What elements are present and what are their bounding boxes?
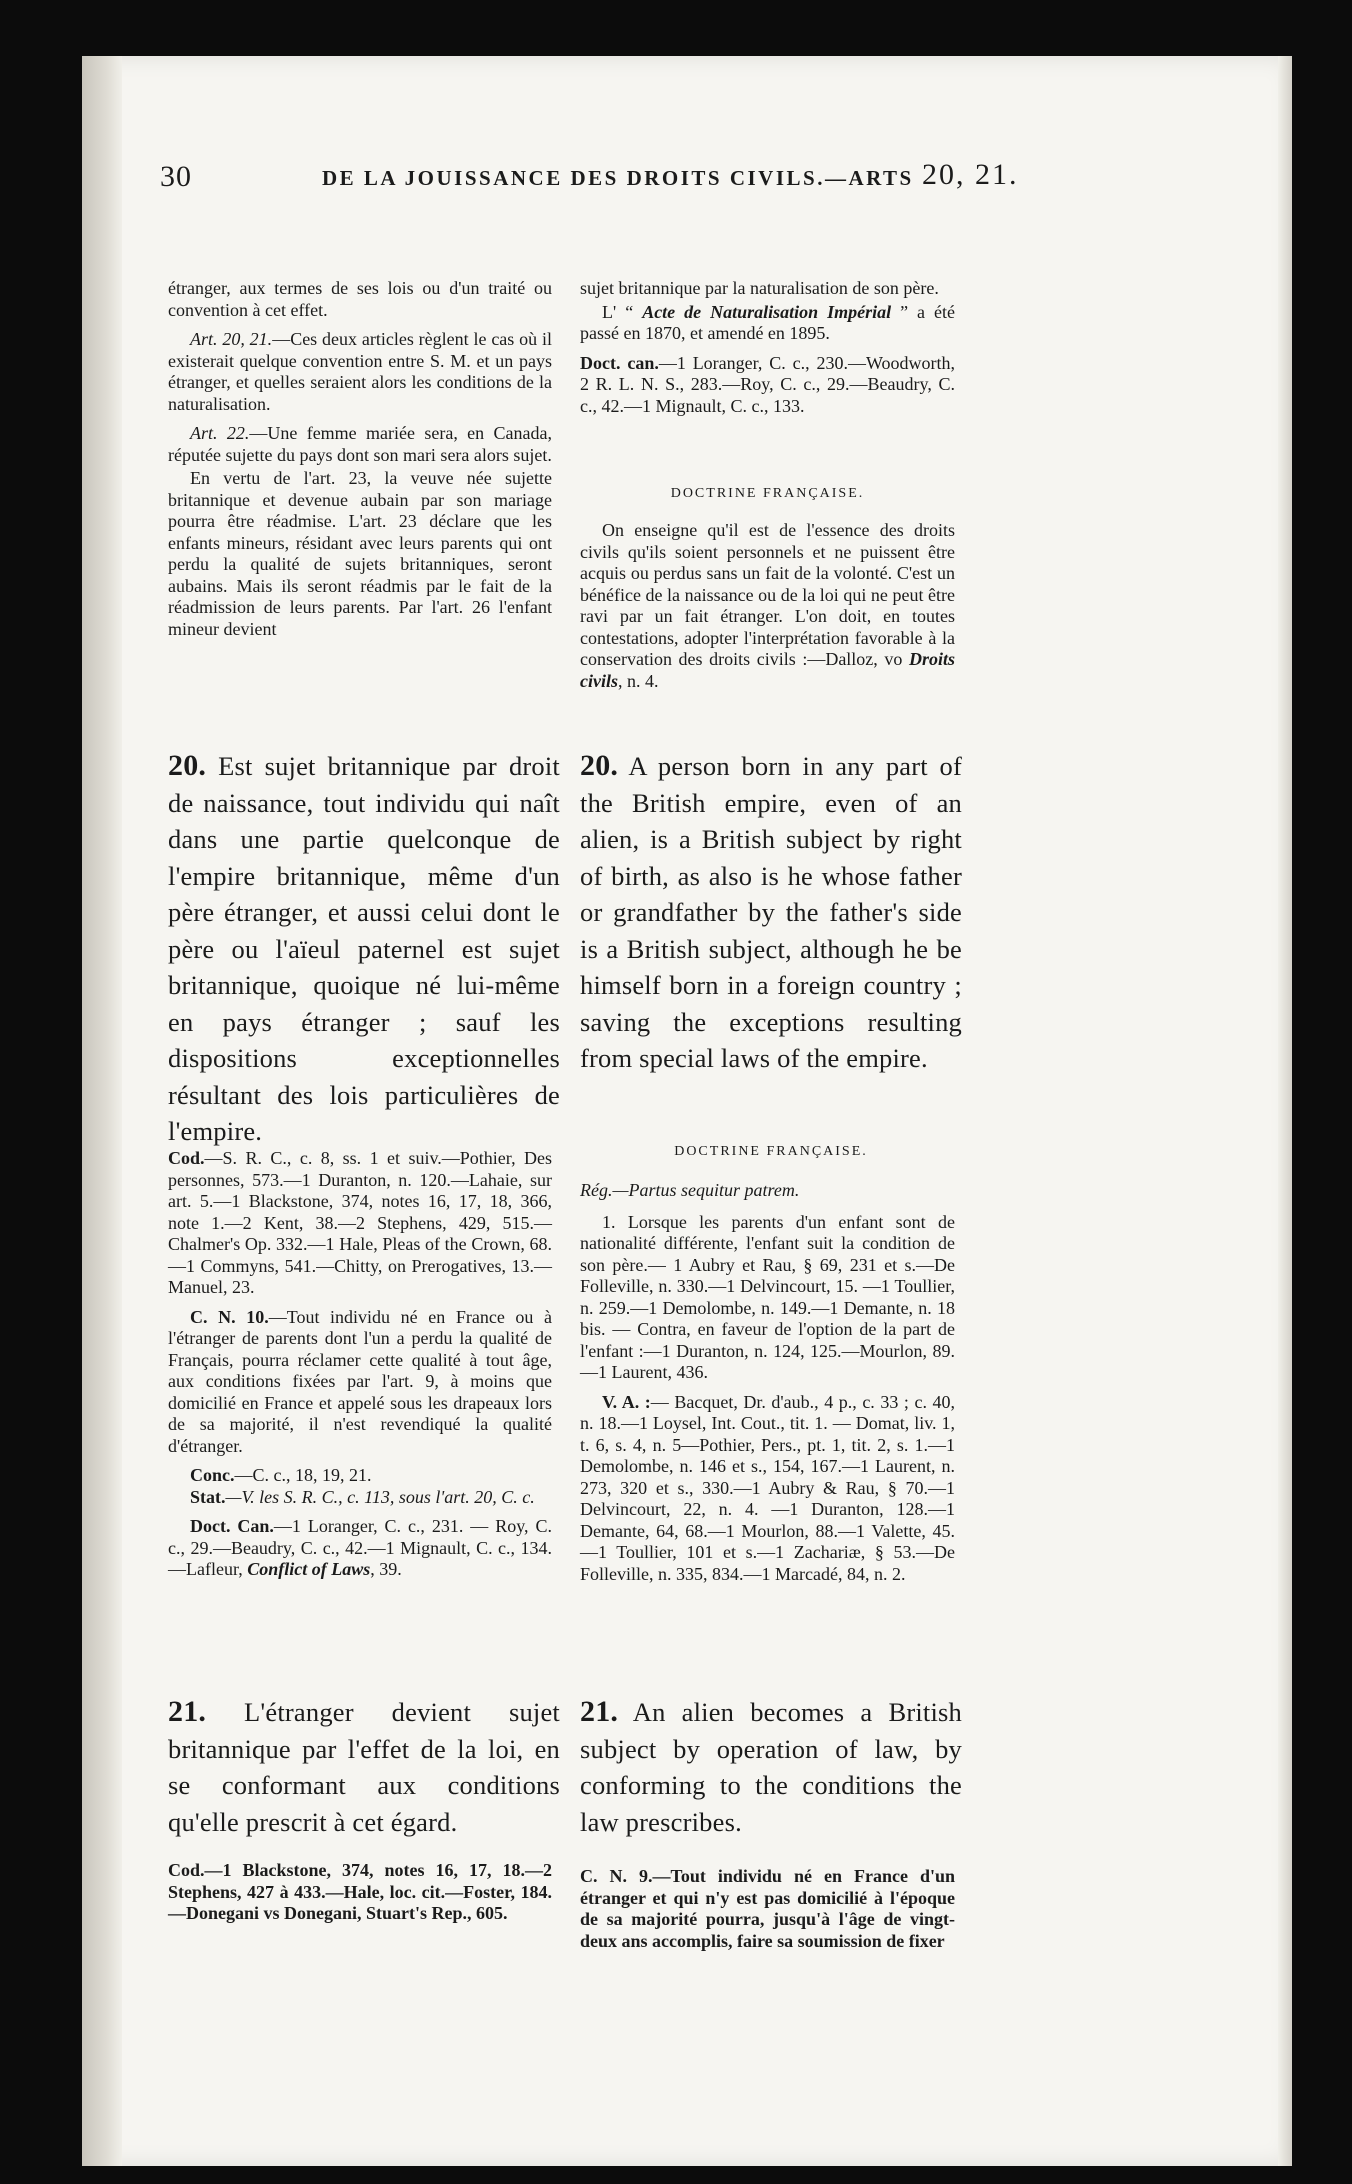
commentary-continuation: sujet britannique par la naturalisation de son père. xyxy=(580,278,939,298)
article-21-english xyxy=(580,1694,962,1840)
ref-label: Conc. xyxy=(190,1465,235,1485)
ref-text: —Tout individu né en France ou à l'étranger de parents dont l'un a perdu la qualité de Français, pourra réclamer cette qualité à tout âge, aux conditions fixées par l'art. 9, à moins que domicilié en France et appelé sous les drapeaux lors de sa majorité, il n'est revendiqué la qualité d'étranger. xyxy=(168,1306,552,1456)
doct-can-references xyxy=(580,353,955,418)
article-number: 21. xyxy=(580,1695,619,1728)
commentary-continuation: étranger, aux termes de ses lois ou d'un traité ou convention à cet effet. xyxy=(168,278,552,320)
ref-text: — Bacquet, Dr. d'aub., 4 p., c. 33 ; c. 40, n. 18.—1 Loysel, Int. Cout., tit. 1. — Domat, liv. 1, t. 6, s. 4, n. 5—Pothier, Pers., pt. 1, tit. 2, s. 1.—1 Demolombe, n. 146 et s., 154, 167.—1 Laurent, n. 273, 320 et s., 330.—1 Aubry & Rau, § 70.—1 Delvincourt, 22, n. 4. —1 Duranton, 128.—1 Demante, 64, 68.—1 Mourlon, 88.—1 Valette, 45.—1 Toullier, 101 et s.—1 Zachariæ, § 53.—De Folleville, n. 335, 834.—1 Marcadé, 84, n. 2. xyxy=(580,1391,956,1584)
article-text: A person born in any part of the British empire, even of an alien, is a British subject by right of birth, as also is he whose father or grandfather by the father's side is a British subject, although he be himself born in a foreign country ; saving the exceptions resulting from special laws of the empire. xyxy=(580,751,962,1073)
quote-open: L' “ xyxy=(602,301,643,322)
ref-label: Stat. xyxy=(190,1486,226,1507)
commentary-art-23: En vertu de l'art. 23, la veuve née sujette britannique et devenue aubain par son mariage pourra être réadmise. L'art. 23 déclare que les enfants mineurs, résidant avec leurs parents qui ont perdu la qualité de sujets britanniques, seront aubains. Mais ils seront réadmis par le fait de la réadmission de leurs parents. Par l'art. 26 l'enfant mineur devient xyxy=(168,468,552,639)
doct-can-references xyxy=(168,1516,552,1581)
art-text: —Une femme mariée sera, en Canada, réputée sujette du pays dont son mari sera alors sujet. xyxy=(168,423,552,465)
running-head-title: DE LA JOUISSANCE DES DROITS CIVILS.—ARTS xyxy=(322,166,914,190)
doctrine-francaise-heading: DOCTRINE FRANÇAISE. xyxy=(670,486,865,501)
article-text: Est sujet britannique par droit de naissance, tout individu qui naît dans une partie quelconque de l'empire britannique, même d'un père étranger, et aussi celui dont le père ou l'aïeul paternel est sujet britannique, quoique né lui-même en pays étranger ; sauf les dispositions exceptionnelles résultant des lois particulières de l'empire. xyxy=(168,751,560,1146)
ref-end: , 39. xyxy=(370,1559,402,1579)
article-20-english xyxy=(580,748,962,1077)
act-title: Acte de Naturalisation Impérial xyxy=(642,301,892,322)
page-right-edge xyxy=(1278,56,1292,2166)
commentary-art-22 xyxy=(168,423,552,466)
art-text: —Ces deux articles règlent le cas où il existerait quelque convention entre S. M. et un pays étranger, et quelles seraient alors les conditions de la naturalisation. xyxy=(168,329,552,414)
statutes xyxy=(168,1487,552,1509)
doctrine-point-1: 1. Lorsque les parents d'un enfant sont de nationalité différente, l'enfant suit la condition de son père.— 1 Aubry et Rau, § 69, 231 et s.—De Folleville, n. 330.—1 Delvincourt, 15. —1 Toullier, n. 259.—1 Demolombe, n. 149.—1 Demante, n. 18 bis. — Contra, en faveur de l'option de la part de l'enfant :—1 Duranton, n. 124, 125.—Mourlon, 89.—1 Laurent, 436. xyxy=(580,1211,955,1382)
ref-label: V. A. : xyxy=(602,1391,651,1412)
regula: Rég.—Partus sequitur patrem. xyxy=(580,1180,800,1200)
ref-label: C. N. 9. xyxy=(580,1866,653,1886)
cod-references xyxy=(168,1148,552,1299)
ref-text: —1 Loranger, C. c., 230.—Woodworth, 2 R. L. N. S., 283.—Roy, C. c., 29.—Beaudry, C. c., 42.—1 Mignault, C. c., 133. xyxy=(580,352,956,416)
ref-text: —C. c., 18, 19, 21. xyxy=(234,1465,372,1485)
ref-label: Doct. Can. xyxy=(190,1516,274,1536)
ref-text: —V. les S. R. C., c. 113, sous l'art. 20, C. c. xyxy=(225,1486,535,1507)
right-top-commentary xyxy=(580,278,955,425)
ref-label: Doct. can. xyxy=(580,352,659,373)
art-label: Art. 20, 21. xyxy=(190,329,273,349)
left-mid-references xyxy=(168,1148,552,1589)
page-binding-edge xyxy=(82,56,122,2166)
left-top-commentary xyxy=(168,278,552,648)
left-bottom-references xyxy=(168,1860,552,1933)
commentary-naturalisation-act xyxy=(580,302,955,345)
article-20-french xyxy=(168,748,560,1150)
ref-title: Conflict of Laws xyxy=(247,1559,371,1579)
doctrine-ref-end: , n. 4. xyxy=(618,670,659,691)
doctrine-paragraph xyxy=(580,520,955,700)
article-number: 21. xyxy=(168,1695,207,1728)
page-number: 30 xyxy=(160,160,192,193)
cod-references xyxy=(168,1860,552,1925)
right-bottom-references xyxy=(580,1866,955,1960)
ref-text: —S. R. C., c. 8, ss. 1 et suiv.—Pothier, Des personnes, 573.—1 Duranton, n. 120.—Lahaie, sur art. 5.—1 Blackstone, 374, notes 16, 17, 18, 366, note 1.—2 Kent, 38.—2 Stephens, 429, 515.—Chalmer's Op. 332.—1 Hale, Pleas of the Crown, 68.—1 Commyns, 541.—Chitty, on Prerogatives, 13.—Manuel, 23. xyxy=(168,1148,552,1297)
ref-label: Cod. xyxy=(168,1860,205,1880)
ref-text: —Tout individu né en France d'un étranger et qui n'y est pas domicilié à l'époque de sa majorité pourra, jusqu'à l'âge de vingt-deux ans accomplis, faire sa soumission de fixer xyxy=(580,1866,955,1951)
doctrine-text xyxy=(580,520,955,692)
article-number: 20. xyxy=(580,749,619,782)
act-text: ” a été passé en 1870, et amendé en 1895. xyxy=(580,301,956,343)
article-text: L'étranger devient sujet britannique par l'effet de la loi, en se conformant aux conditions qu'elle prescrit à cet égard. xyxy=(168,1697,560,1837)
va-references xyxy=(580,1392,955,1586)
article-21-french xyxy=(168,1694,560,1840)
doctrine-francaise-heading-2: DOCTRINE FRANÇAISE. xyxy=(674,1144,868,1159)
ref-label: Cod. xyxy=(168,1148,205,1168)
art-label: Art. 22. xyxy=(190,423,250,443)
running-head-articles: 20, 21. xyxy=(922,158,1019,191)
code-napoleon-9 xyxy=(580,1866,955,1952)
doctrine-ref-title: Droits civils xyxy=(580,649,955,691)
ref-text: —1 Loranger, C. c., 231. — Roy, C. c., 29.—Beaudry, C. c., 42.—1 Mignault, C. c., 134.—Lafleur, xyxy=(168,1516,552,1579)
ref-text: —1 Blackstone, 374, notes 16, 17, 18.—2 Stephens, 427 à 433.—Hale, loc. cit.—Foster, 184.—Donegani vs Donegani, Stuart's Rep., 605. xyxy=(168,1860,552,1923)
article-number: 20. xyxy=(168,749,207,782)
ref-label: C. N. 10. xyxy=(190,1306,269,1327)
right-mid-doctrine xyxy=(580,1180,955,1593)
commentary-art-20-21 xyxy=(168,329,552,415)
code-napoleon-10 xyxy=(168,1307,552,1458)
running-head xyxy=(160,160,1100,210)
article-text: An alien becomes a British subject by operation of law, by conforming to the conditions the law prescribes. xyxy=(580,1697,962,1837)
concordance xyxy=(168,1465,552,1487)
doctrine-body: On enseigne qu'il est de l'essence des droits civils qu'ils soient personnels et ne puissent être acquis ou perdus sans un fait de la volonté. C'est un bénéfice de la naissance ou de la loi qui ne peut être ravi par un fait étranger. L'on doit, en toutes contestations, adopter l'interprétation favorable à la conservation des droits civils :—Dalloz, vo xyxy=(580,520,955,669)
